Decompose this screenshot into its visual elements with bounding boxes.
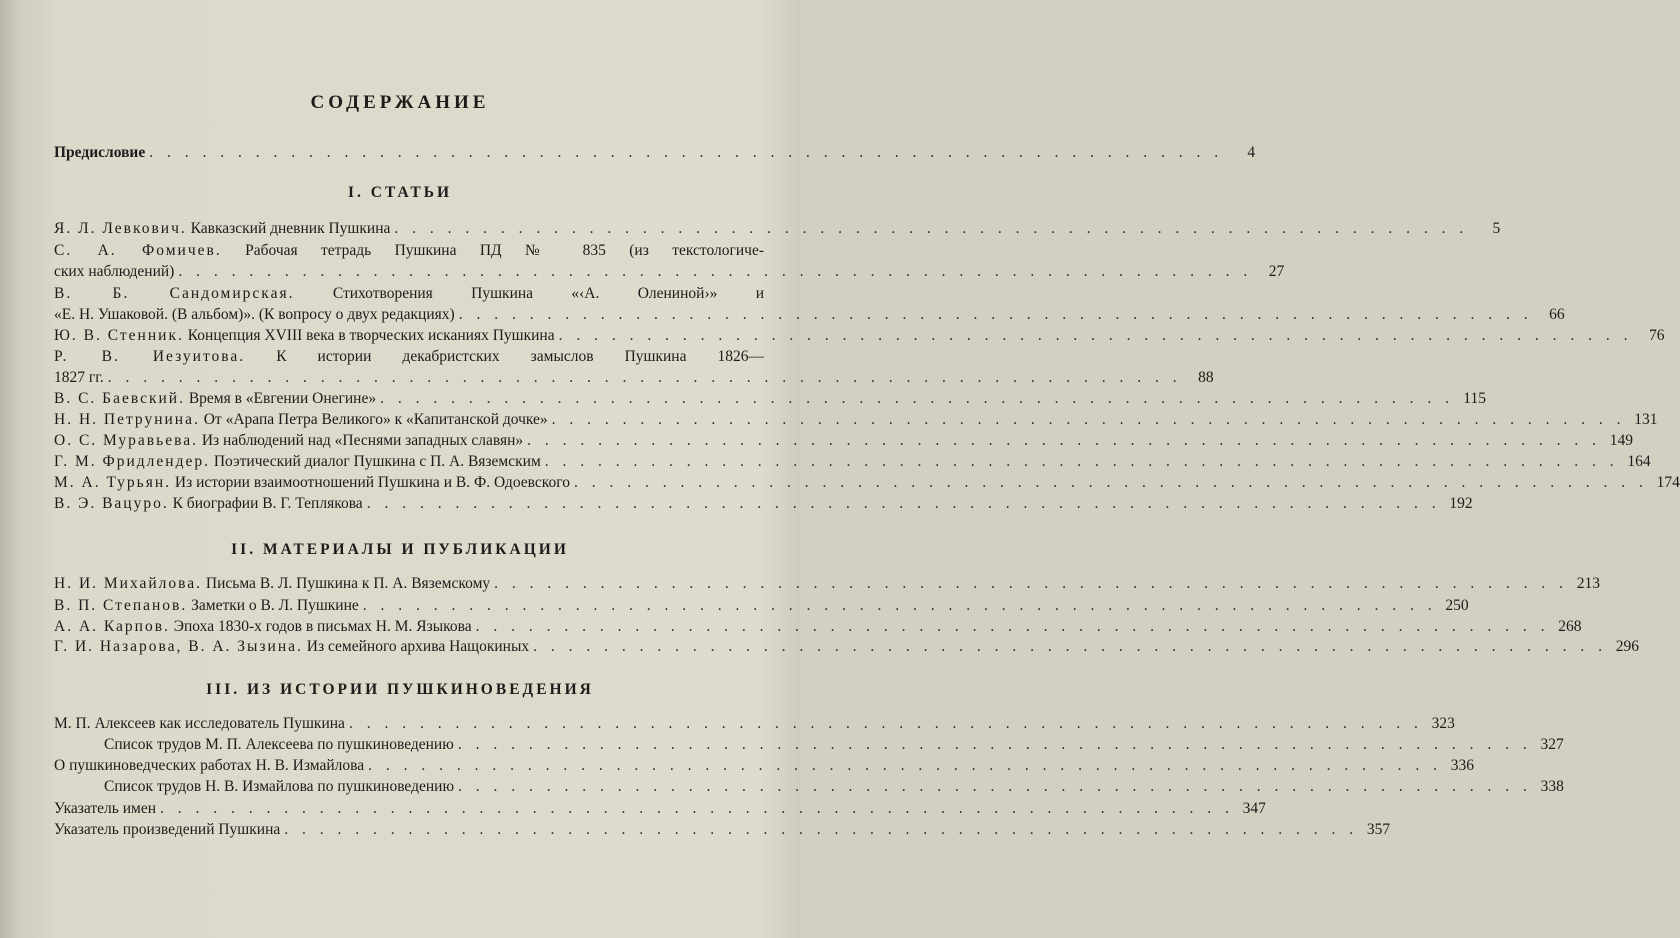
entry-title: Из наблюдений над «Песнями западных славян»	[201, 432, 524, 449]
dot-leader: . . . . . . . . . . . . . . . . . . . . . . . . . . . . . . . . . . . . . . . . . . . . . . . . . . . . . . . . . . . . .	[458, 306, 1533, 323]
page-number: 164	[1627, 453, 1651, 470]
entry-author: В. Э. Вацуро.	[54, 495, 169, 512]
dot-leader: . . . . . . . . . . . . . . . . . . . . . . . . . . . . . . . . . . . . . . . . . . . . . . . . . . . . . . . . . . . . .	[527, 432, 1602, 449]
entry-author: С. А. Фомичев.	[54, 242, 222, 259]
dot-leader: . . . . . . . . . . . . . . . . . . . . . . . . . . . . . . . . . . . . . . . . . . . . . . . . . . . . . . . . . . . . .	[394, 220, 1469, 237]
entry-author: В. С. Баевский.	[54, 390, 185, 407]
entry-title-cont: 1827 гг.	[54, 369, 104, 386]
entry-author: Р. В. Иезуитова.	[54, 348, 246, 365]
toc-entry-preface	[54, 143, 1256, 162]
page-number: 4	[1247, 144, 1256, 161]
entry-title: К биографии В. Г. Теплякова	[172, 495, 363, 512]
toc-entry	[54, 756, 1474, 775]
page-number: 174	[1656, 474, 1680, 491]
toc-entry-line	[54, 284, 764, 303]
page-number: 131	[1634, 411, 1658, 428]
entry-title: К истории декабристских замыслов Пушкина 1826—	[276, 348, 764, 365]
entry-title: М. П. Алексеев как исследователь Пушкина	[54, 715, 345, 732]
entry-title: От «Арапа Петра Великого» к «Капитанской дочке»	[203, 411, 548, 428]
page-number: 323	[1431, 715, 1455, 732]
entry-title: Эпоха 1830-х годов в письмах Н. М. Языкова	[173, 618, 472, 635]
page-number: 115	[1463, 390, 1486, 407]
page-number: 192	[1449, 495, 1473, 512]
dot-leader: . . . . . . . . . . . . . . . . . . . . . . . . . . . . . . . . . . . . . . . . . . . . . . . . . . . . . . . . . . . . .	[380, 390, 1454, 407]
dot-leader: . . . . . . . . . . . . . . . . . . . . . . . . . . . . . . . . . . . . . . . . . . . . . . . . . . . . . . . . . . . . .	[533, 638, 1608, 655]
toc-entry	[54, 714, 1455, 733]
page-number: 149	[1609, 432, 1634, 449]
entry-author: Г. И. Назарова, В. А. Зызина.	[54, 638, 303, 655]
entry-title: Из семейного архива Нащокиных	[306, 638, 530, 655]
dot-leader: . . . . . . . . . . . . . . . . . . . . . . . . . . . . . . . . . . . . . . . . . . . . . . . . . . . . . . . . . . . . .	[366, 495, 1441, 512]
dot-leader: . . . . . . . . . . . . . . . . . . . . . . . . . . . . . . . . . . . . . . . . . . . . . . . . . . . . . . . . . . . . .	[544, 453, 1619, 470]
entry-title-cont: «Е. Н. Ушаковой. (В альбом)». (К вопросу о двух редакциях)	[54, 306, 455, 323]
page-number: 5	[1492, 220, 1501, 237]
entry-title-cont: ских наблюдений)	[54, 263, 175, 280]
entry-title: О пушкиноведческих работах Н. В. Измайлова	[54, 757, 365, 774]
entry-author: Ю. В. Стенник.	[54, 327, 184, 344]
toc-entry-continuation	[54, 368, 1214, 387]
entry-author: В. П. Степанов.	[54, 597, 188, 614]
page-number: 336	[1450, 757, 1474, 774]
page-number: 213	[1576, 575, 1601, 592]
toc-entry-continuation	[54, 262, 1285, 281]
page-number: 327	[1540, 736, 1564, 753]
entry-title: Поэтический диалог Пушкина с П. А. Вяземским	[213, 453, 541, 470]
toc-entry	[54, 637, 1640, 656]
entry-title: Список трудов М. П. Алексеева по пушкиноведению	[104, 736, 454, 753]
section-heading-articles: I. СТАТЬИ	[347, 184, 452, 201]
dot-leader: . . . . . . . . . . . . . . . . . . . . . . . . . . . . . . . . . . . . . . . . . . . . . . . . . . . . . . . . . . . . .	[551, 411, 1626, 428]
entry-title: Список трудов Н. В. Измайлова по пушкиноведению	[104, 778, 455, 795]
dot-leader: . . . . . . . . . . . . . . . . . . . . . . . . . . . . . . . . . . . . . . . . . . . . . . . . . . . . . . . . . . . . .	[494, 575, 1569, 592]
toc-entry	[54, 494, 1473, 513]
entry-title: Предисловие	[54, 144, 146, 161]
toc-entry	[54, 574, 1601, 593]
toc-entry-line	[54, 241, 764, 260]
entry-author: В. Б. Сандомирская.	[54, 285, 295, 302]
section-heading-history: III. ИЗ ИСТОРИИ ПУШКИНОВЕДЕНИЯ	[206, 681, 594, 698]
page-number: 76	[1648, 327, 1665, 344]
entry-author: Н. Н. Петрунина.	[54, 411, 200, 428]
entry-title: Указатель имен	[54, 800, 156, 817]
entry-title: Из истории взаимоотношений Пушкина и В. Ф. Одоевского	[174, 474, 570, 491]
page-number: 268	[1558, 618, 1582, 635]
toc-entry	[54, 431, 1634, 450]
toc-entry	[54, 389, 1486, 408]
toc-entry	[54, 410, 1658, 429]
entry-author: Н. И. Михайлова.	[54, 575, 203, 592]
entry-title: Указатель произведений Пушкина	[54, 821, 281, 838]
entry-title: Рабочая тетрадь Пушкина ПД № 835 (из текстологиче-	[245, 242, 764, 259]
dot-leader: . . . . . . . . . . . . . . . . . . . . . . . . . . . . . . . . . . . . . . . . . . . . . . . . . . . . . . . . . . . . .	[160, 800, 1234, 817]
entry-author: М. А. Турьян.	[54, 474, 172, 491]
dot-leader: . . . . . . . . . . . . . . . . . . . . . . . . . . . . . . . . . . . . . . . . . . . . . . . . . . . . . . . . . . . . .	[458, 778, 1532, 795]
dot-leader: . . . . . . . . . . . . . . . . . . . . . . . . . . . . . . . . . . . . . . . . . . . . . . . . . . . . . . . . . . . . .	[362, 597, 1437, 614]
toc-entry	[54, 219, 1501, 238]
dot-leader: . . . . . . . . . . . . . . . . . . . . . . . . . . . . . . . . . . . . . . . . . . . . . . . . . . . . . . . . . . . . .	[348, 715, 1423, 732]
dot-leader: . . . . . . . . . . . . . . . . . . . . . . . . . . . . . . . . . . . . . . . . . . . . . . . . . . . . . . . . . . . . .	[107, 369, 1182, 386]
dot-leader: . . . . . . . . . . . . . . . . . . . . . . . . . . . . . . . . . . . . . . . . . . . . . . . . . . . . . . . . . . . . .	[573, 474, 1648, 491]
page-number: 66	[1549, 306, 1565, 323]
dot-leader: . . . . . . . . . . . . . . . . . . . . . . . . . . . . . . . . . . . . . . . . . . . . . . . . . . . . . . . . . . . . .	[284, 821, 1359, 838]
page-number: 347	[1242, 800, 1266, 817]
entry-title: Кавказский дневник Пушкина	[190, 220, 391, 237]
toc-entry	[54, 820, 1391, 839]
toc-entry	[54, 452, 1651, 471]
page-number: 250	[1445, 597, 1469, 614]
dot-leader: . . . . . . . . . . . . . . . . . . . . . . . . . . . . . . . . . . . . . . . . . . . . . . . . . . . . . . . . . . . . .	[149, 144, 1224, 161]
toc-entry	[54, 326, 1665, 345]
page-title: СОДЕРЖАНИЕ	[310, 92, 490, 113]
toc-entry-sub	[104, 777, 1564, 796]
toc-entry	[54, 799, 1266, 818]
entry-title: Письма В. Л. Пушкина к П. А. Вяземскому	[205, 575, 491, 592]
toc-entry	[54, 617, 1582, 636]
toc-entry	[54, 596, 1469, 615]
page-number: 357	[1366, 821, 1391, 838]
dot-leader: . . . . . . . . . . . . . . . . . . . . . . . . . . . . . . . . . . . . . . . . . . . . . . . . . . . . . . . . . . . . .	[558, 327, 1633, 344]
dot-leader: . . . . . . . . . . . . . . . . . . . . . . . . . . . . . . . . . . . . . . . . . . . . . . . . . . . . . . . . . . . . .	[178, 263, 1253, 280]
page-number: 338	[1540, 778, 1564, 795]
toc-entry	[54, 473, 1680, 492]
entry-title: Время в «Евгении Онегине»	[188, 390, 377, 407]
entry-author: А. А. Карпов.	[54, 618, 170, 635]
dot-leader: . . . . . . . . . . . . . . . . . . . . . . . . . . . . . . . . . . . . . . . . . . . . . . . . . . . . . . . . . . . . .	[368, 757, 1442, 774]
entry-author: Я. Л. Левкович.	[54, 220, 187, 237]
toc-entry-line	[54, 347, 764, 366]
page-number: 27	[1268, 263, 1285, 280]
toc-entry-sub	[104, 735, 1564, 754]
entry-title: Заметки о В. Л. Пушкине	[191, 597, 359, 614]
toc-entry-continuation	[54, 305, 1565, 324]
dot-leader: . . . . . . . . . . . . . . . . . . . . . . . . . . . . . . . . . . . . . . . . . . . . . . . . . . . . . . . . . . . . .	[457, 736, 1532, 753]
entry-author: Г. М. Фридлендер.	[54, 453, 210, 470]
page-number: 88	[1198, 369, 1214, 386]
entry-title: Концепция XVIII века в творческих исканиях Пушкина	[187, 327, 555, 344]
entry-title: Стихотворения Пушкина «‹А. Олениной›» и	[332, 285, 765, 302]
dot-leader: . . . . . . . . . . . . . . . . . . . . . . . . . . . . . . . . . . . . . . . . . . . . . . . . . . . . . . . . . . . . .	[475, 618, 1550, 635]
section-heading-materials: II. МАТЕРИАЛЫ И ПУБЛИКАЦИИ	[231, 541, 569, 558]
page-number: 296	[1615, 638, 1640, 655]
entry-author: О. С. Муравьева.	[54, 432, 198, 449]
